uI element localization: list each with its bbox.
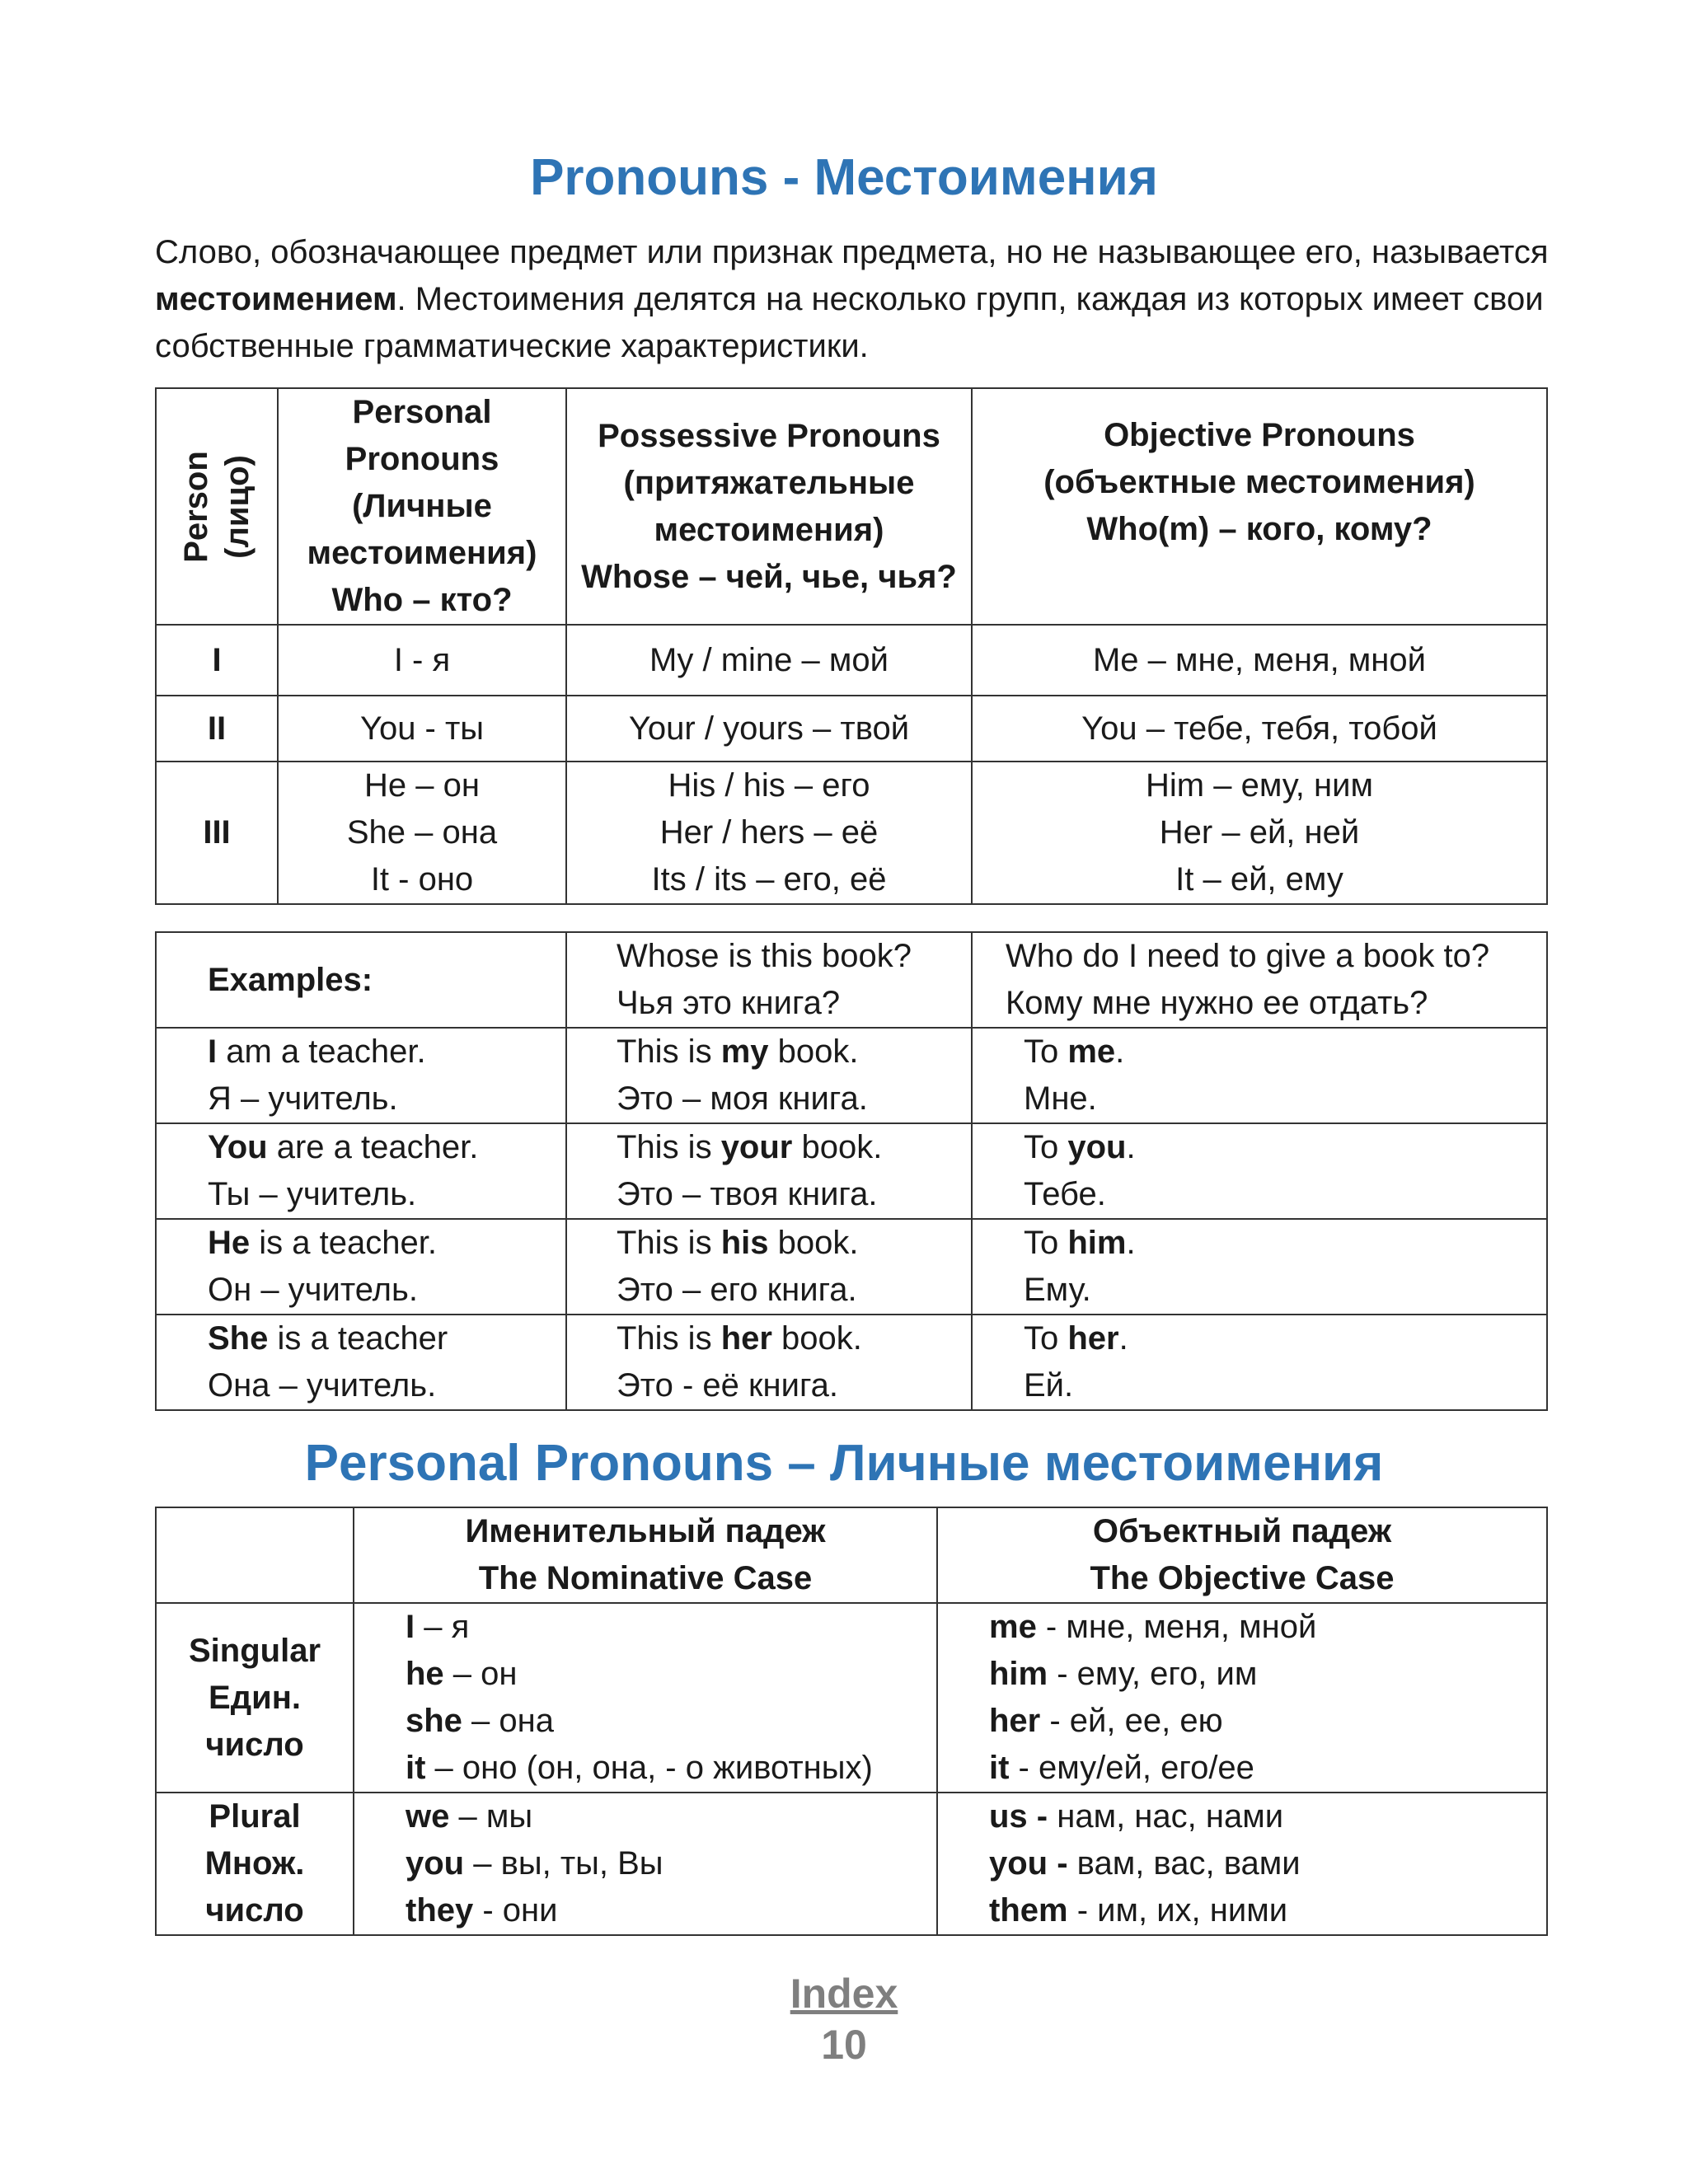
example-en [617, 1315, 971, 1362]
pronoun-line [406, 1604, 936, 1651]
example-en [617, 1029, 971, 1076]
person-cell: III [156, 762, 278, 904]
header-line: (объектные местоимения) [1043, 464, 1475, 500]
example-possessive-cell [566, 1315, 972, 1410]
example-pre: To [1024, 1320, 1068, 1357]
header-line: местоимения) [654, 511, 884, 548]
header-line: The Objective Case [1090, 1560, 1395, 1596]
cell-line: His / his – его [668, 767, 870, 804]
example-post: book. [768, 1033, 859, 1070]
header-line: местоимения) [307, 535, 537, 571]
header-line: The Nominative Case [478, 1560, 813, 1596]
objective-cell: Me – мне, меня, мной [972, 625, 1547, 696]
example-post: . [1126, 1225, 1136, 1261]
pronoun-line [989, 1840, 1546, 1887]
example-sentence-cell [156, 1028, 566, 1123]
possessive-cell: Your / yours – твой [566, 696, 972, 762]
table-row [156, 625, 1547, 696]
pronoun-line [406, 1793, 936, 1840]
header-line: Possessive Pronouns [598, 417, 940, 454]
example-rest: are a teacher. [267, 1129, 479, 1165]
example-en [1024, 1315, 1546, 1362]
examples-header-col2 [566, 932, 972, 1028]
pronoun-bold: You [208, 1129, 268, 1165]
header-line: (Личные [352, 488, 492, 524]
example-en [1024, 1029, 1546, 1076]
header-line: Who – кто? [331, 582, 513, 618]
example-pre: This is [617, 1225, 721, 1261]
example-rest: am a teacher. [217, 1033, 426, 1070]
header-line: Whose – чей, чье, чья? [581, 558, 957, 595]
pronoun-translation: – я [415, 1609, 470, 1645]
example-post: . [1118, 1320, 1128, 1357]
singular-nominative-cell [354, 1603, 937, 1793]
intro-text-part2: . Местоимения делятся на несколько групп, каждая из которых имеет свои собственные грамматические характеристики. [155, 281, 1544, 364]
possessive-cell: My / mine – мой [566, 625, 972, 696]
example-sentence-cell [156, 1315, 566, 1410]
table-row [156, 1315, 1547, 1410]
header-line: Objective Pronouns [1104, 417, 1415, 453]
pronoun-line [989, 1604, 1546, 1651]
example-post: book. [768, 1225, 859, 1261]
example-post: . [1115, 1033, 1125, 1070]
pronoun-bold: he [406, 1656, 444, 1692]
example-rest: is a teacher [268, 1320, 448, 1357]
pronoun-bold: they [406, 1892, 474, 1929]
label-line: число [205, 1892, 304, 1929]
cell-line: It - оно [370, 861, 474, 898]
header-line: Чья это книга? [617, 985, 841, 1021]
nominative-case-header [354, 1507, 937, 1603]
examples-label: Examples: [156, 932, 566, 1028]
header-line: Объектный падеж [1092, 1513, 1392, 1549]
example-en [208, 1220, 565, 1267]
example-objective-cell [972, 1315, 1547, 1410]
example-pre: This is [617, 1129, 721, 1165]
possessive-cell [566, 762, 972, 904]
pronouns-table [155, 387, 1548, 905]
pronoun-bold: us - [989, 1798, 1048, 1835]
label-line: Един. [209, 1679, 301, 1716]
example-pre: To [1024, 1033, 1068, 1070]
pronoun-bold: He [208, 1225, 251, 1261]
pronoun-translation: - они [473, 1892, 558, 1929]
pronoun-bold: him [989, 1656, 1048, 1692]
table-row [156, 1028, 1547, 1123]
examples-table [155, 931, 1548, 1411]
example-objective-cell [972, 1028, 1547, 1123]
pronoun-line [406, 1840, 936, 1887]
pronoun-bold: you [406, 1845, 465, 1882]
pronoun-line [406, 1745, 936, 1792]
example-pre: This is [617, 1033, 721, 1070]
table-row [156, 1123, 1547, 1219]
objective-pronouns-header [972, 388, 1547, 625]
empty-header-cell [156, 1507, 354, 1603]
pronoun-line [989, 1651, 1546, 1698]
example-post: book. [792, 1129, 883, 1165]
intro-bold-term: местоимением [155, 281, 397, 317]
possessive-pronouns-header [566, 388, 972, 625]
example-post: . [1126, 1129, 1136, 1165]
example-possessive-cell [566, 1028, 972, 1123]
header-line: Кому мне нужно ее отдать? [1006, 985, 1428, 1021]
example-ru: Мне. [1024, 1080, 1097, 1117]
pronoun-translation: - ей, ее, ею [1040, 1703, 1223, 1739]
header-line: Pronouns [345, 441, 499, 477]
example-pre: To [1024, 1225, 1068, 1261]
example-ru: Это – его книга. [617, 1272, 857, 1308]
header-line: Who(m) – кого, кому? [1086, 511, 1432, 547]
personal-cell: You - ты [278, 696, 566, 762]
personal-pronouns-header [278, 388, 566, 625]
pronoun-bold: you - [989, 1845, 1068, 1882]
personal-cell: I - я [278, 625, 566, 696]
pronoun-line [989, 1793, 1546, 1840]
label-line: Plural [209, 1798, 301, 1835]
intro-text-part1: Слово, обозначающее предмет или признак предмета, но не называющее его, называется [155, 234, 1549, 270]
pronoun-translation: - им, их, ними [1067, 1892, 1288, 1929]
pronoun-bold: I [406, 1609, 415, 1645]
pronoun-bold: my [720, 1033, 769, 1070]
pronoun-translation: вам, вас, вами [1067, 1845, 1301, 1882]
plural-label [156, 1793, 354, 1935]
label-line: число [205, 1726, 304, 1763]
example-possessive-cell [566, 1123, 972, 1219]
person-header [156, 388, 278, 625]
example-en [1024, 1124, 1546, 1171]
example-ru: Ты – учитель. [208, 1176, 417, 1212]
pronoun-bold: them [989, 1892, 1068, 1929]
example-ru: Он – учитель. [208, 1272, 418, 1308]
pronoun-bold: her [1067, 1320, 1119, 1357]
example-sentence-cell [156, 1123, 566, 1219]
pronoun-translation: – вы, ты, Вы [464, 1845, 663, 1882]
label-line: Множ. [204, 1845, 305, 1882]
table-row [156, 1603, 1547, 1793]
person-header-en: Person [178, 450, 214, 563]
example-possessive-cell [566, 1219, 972, 1315]
example-en [208, 1315, 565, 1362]
example-en [208, 1124, 565, 1171]
cell-line: He – он [364, 767, 480, 804]
pronoun-translation: – он [443, 1656, 518, 1692]
intro-paragraph [155, 229, 1556, 370]
singular-objective-cell [937, 1603, 1547, 1793]
cell-line: Him – ему, ним [1146, 767, 1373, 804]
cell-line: She – она [346, 814, 498, 851]
pronoun-translation: – оно (он, она, - о животных) [425, 1750, 873, 1786]
example-ru: Это - её книга. [617, 1367, 839, 1404]
example-en [208, 1029, 565, 1076]
pronoun-bold: you [1067, 1129, 1127, 1165]
pronoun-translation: нам, нас, нами [1048, 1798, 1284, 1835]
pronoun-line [406, 1887, 936, 1934]
pronoun-bold: it [406, 1750, 426, 1786]
pronoun-line [406, 1698, 936, 1745]
example-pre: To [1024, 1129, 1068, 1165]
cell-line: Her – ей, ней [1159, 814, 1360, 851]
pronoun-translation: - ему/ей, его/ее [1009, 1750, 1254, 1786]
table-row [156, 696, 1547, 762]
pronoun-bold: she [406, 1703, 462, 1739]
pronoun-bold: her [989, 1703, 1041, 1739]
example-pre: This is [617, 1320, 721, 1357]
example-en [617, 1124, 971, 1171]
objective-cell: You – тебе, тебя, тобой [972, 696, 1547, 762]
header-line: Personal [352, 394, 492, 430]
example-objective-cell [972, 1219, 1547, 1315]
example-en [617, 1220, 971, 1267]
pronoun-translation: – она [462, 1703, 554, 1739]
singular-label [156, 1603, 354, 1793]
pronoun-translation: - ему, его, им [1048, 1656, 1258, 1692]
pronoun-line [989, 1745, 1546, 1792]
index-link[interactable]: Index [790, 1971, 898, 2017]
cell-line: It – ей, ему [1175, 861, 1343, 898]
pronoun-bold: your [720, 1129, 793, 1165]
plural-objective-cell [937, 1793, 1547, 1935]
personal-pronouns-table [155, 1507, 1548, 1936]
pronoun-line [406, 1651, 936, 1698]
header-line: (притяжательные [623, 464, 915, 501]
plural-nominative-cell [354, 1793, 937, 1935]
example-post: book. [771, 1320, 862, 1357]
page-title: Pronouns - Местоимения [530, 149, 1158, 206]
pronoun-bold: her [720, 1320, 772, 1357]
examples-header-col3 [972, 932, 1547, 1028]
example-ru: Ей. [1024, 1367, 1074, 1404]
example-ru: Это – твоя книга. [617, 1176, 878, 1212]
pronoun-bold: it [989, 1750, 1010, 1786]
example-ru: Она – учитель. [208, 1367, 437, 1404]
example-objective-cell [972, 1123, 1547, 1219]
table-row [156, 1219, 1547, 1315]
cell-line: Its / its – его, её [651, 861, 887, 898]
header-line: Whose is this book? [617, 938, 912, 974]
label-line: Singular [188, 1632, 321, 1669]
pronoun-bold: we [406, 1798, 450, 1835]
person-cell: I [156, 625, 278, 696]
objective-case-header [937, 1507, 1547, 1603]
pronoun-line [989, 1887, 1546, 1934]
header-line: Who do I need to give a book to? [1006, 938, 1490, 974]
person-header-ru: (лицо) [219, 454, 256, 559]
pronoun-translation: - мне, меня, мной [1036, 1609, 1317, 1645]
header-line: Именительный падеж [465, 1513, 826, 1549]
section-title: Personal Pronouns – Личные местоимения [304, 1435, 1384, 1492]
table-row [156, 762, 1547, 904]
person-cell: II [156, 696, 278, 762]
cell-line: Her / hers – её [659, 814, 879, 851]
pronoun-bold: I [208, 1033, 218, 1070]
example-en [1024, 1220, 1546, 1267]
page-number: 10 [821, 2022, 867, 2068]
example-rest: is a teacher. [250, 1225, 437, 1261]
example-ru: Ему. [1024, 1272, 1091, 1308]
pronoun-bold: She [208, 1320, 269, 1357]
pronoun-translation: – мы [449, 1798, 533, 1835]
pronoun-line [989, 1698, 1546, 1745]
table-row [156, 1793, 1547, 1935]
pronoun-bold: me [989, 1609, 1037, 1645]
personal-cell [278, 762, 566, 904]
example-sentence-cell [156, 1219, 566, 1315]
example-ru: Это – моя книга. [617, 1080, 868, 1117]
example-ru: Тебе. [1024, 1176, 1106, 1212]
example-ru: Я – учитель. [208, 1080, 398, 1117]
pronoun-bold: me [1067, 1033, 1116, 1070]
pronoun-bold: his [720, 1225, 769, 1261]
pronoun-bold: him [1067, 1225, 1127, 1261]
objective-cell [972, 762, 1547, 904]
